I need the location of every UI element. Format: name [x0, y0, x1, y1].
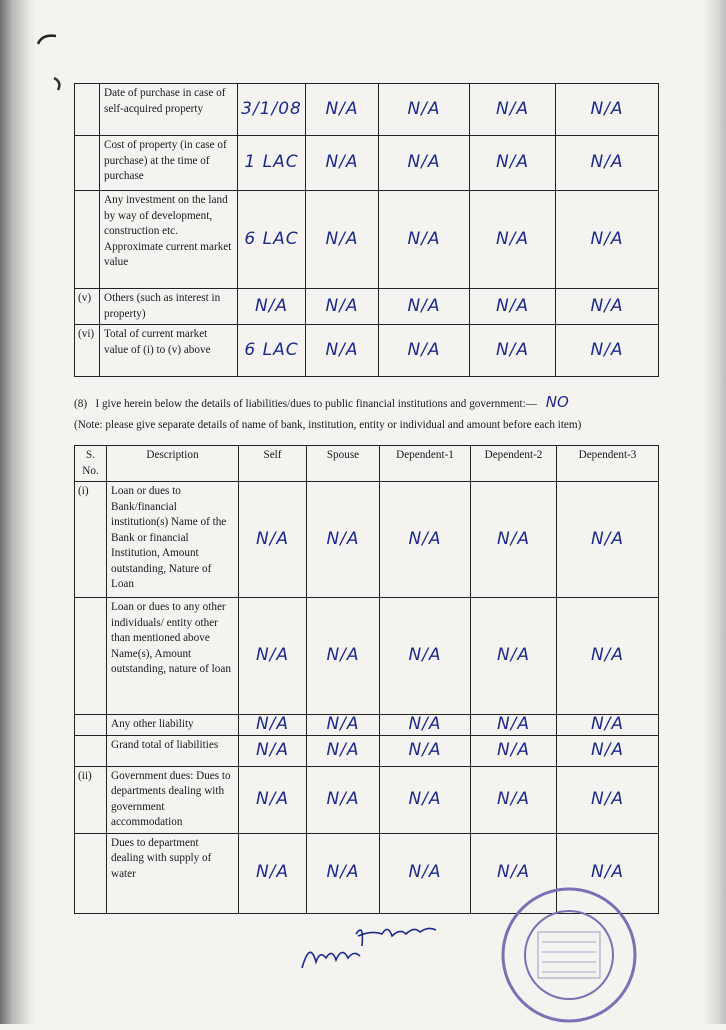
serial-number-cell: (ii): [75, 766, 107, 833]
handwritten-value-cell: N/A: [557, 482, 659, 598]
handwritten-value-cell: N/A: [470, 136, 556, 191]
handwritten-value-cell: N/A: [238, 289, 306, 325]
handwritten-value-cell: N/A: [239, 833, 307, 913]
column-header: S. No.: [75, 446, 107, 482]
handwritten-value-cell: 3/1/08: [238, 84, 306, 136]
description-cell: Date of purchase in case of self-acquired property: [100, 84, 238, 136]
table-row: [75, 482, 659, 598]
description-cell: Any investment on the land by way of development, construction etc. Approximate current market value: [100, 191, 238, 289]
description-cell: Loan or dues to Bank/financial institution(s) Name of the Bank or financial Institution, Amount outstanding, Nature of Loan: [107, 482, 239, 598]
table-row: [75, 715, 659, 736]
notary-seal-icon: [494, 880, 644, 1030]
serial-number-cell: [75, 84, 100, 136]
handwritten-value-cell: N/A: [379, 191, 470, 289]
column-header: Description: [107, 446, 239, 482]
table-row: [75, 191, 659, 289]
handwritten-answer: NO: [545, 393, 569, 411]
handwritten-value-cell: N/A: [239, 715, 307, 736]
handwritten-value-cell: N/A: [306, 84, 379, 136]
handwritten-value-cell: N/A: [471, 715, 557, 736]
column-header: Spouse: [307, 446, 380, 482]
table-row: [75, 766, 659, 833]
handwritten-value-cell: N/A: [471, 482, 557, 598]
serial-number-cell: [75, 735, 107, 766]
handwritten-value-cell: N/A: [379, 325, 470, 377]
page-edge-shadow: [704, 0, 726, 1024]
description-cell: Dues to department dealing with supply of water: [107, 833, 239, 913]
handwritten-value-cell: N/A: [557, 735, 659, 766]
handwritten-value-cell: N/A: [557, 715, 659, 736]
handwritten-value-cell: N/A: [307, 766, 380, 833]
handwritten-value-cell: N/A: [379, 289, 470, 325]
handwritten-value-cell: N/A: [470, 325, 556, 377]
column-header: Dependent-2: [471, 446, 557, 482]
section-text: I give herein below the details of liabilities/dues to public financial institutions and government:—: [95, 398, 537, 410]
serial-number-cell: (v): [75, 289, 100, 325]
table-row: [75, 136, 659, 191]
assets-table-continued: [74, 83, 659, 377]
handwritten-value-cell: N/A: [307, 833, 380, 913]
serial-number-cell: [75, 191, 100, 289]
handwritten-value-cell: N/A: [470, 84, 556, 136]
handwritten-value-cell: N/A: [470, 191, 556, 289]
description-cell: Cost of property (in case of purchase) at the time of purchase: [100, 136, 238, 191]
staple-icon: [36, 30, 58, 50]
serial-number-cell: [75, 598, 107, 715]
handwritten-value-cell: N/A: [556, 136, 659, 191]
description-cell: Total of current market value of (i) to (v) above: [100, 325, 238, 377]
section-8-statement: [74, 393, 569, 411]
handwritten-value-cell: N/A: [380, 766, 471, 833]
handwritten-value-cell: N/A: [307, 735, 380, 766]
handwritten-value-cell: N/A: [307, 598, 380, 715]
handwritten-value-cell: N/A: [556, 191, 659, 289]
handwritten-value-cell: N/A: [306, 289, 379, 325]
handwritten-value-cell: N/A: [306, 191, 379, 289]
table-row: [75, 325, 659, 377]
description-cell: Loan or dues to any other individuals/ entity other than mentioned above Name(s), Amount outstanding, nature of loan: [107, 598, 239, 715]
punch-hole-icon: [50, 76, 64, 92]
serial-number-cell: [75, 136, 100, 191]
table-row: [75, 598, 659, 715]
description-cell: Government dues: Dues to departments dealing with government accommodation: [107, 766, 239, 833]
column-header: Self: [239, 446, 307, 482]
handwritten-value-cell: N/A: [239, 598, 307, 715]
handwritten-value-cell: 6 LAC: [238, 325, 306, 377]
handwritten-value-cell: N/A: [556, 289, 659, 325]
handwritten-value-cell: N/A: [307, 715, 380, 736]
handwritten-value-cell: N/A: [239, 766, 307, 833]
handwritten-value-cell: N/A: [471, 735, 557, 766]
serial-number-cell: [75, 833, 107, 913]
serial-number-cell: [75, 715, 107, 736]
serial-number-cell: (vi): [75, 325, 100, 377]
handwritten-value-cell: N/A: [380, 482, 471, 598]
description-cell: Others (such as interest in property): [100, 289, 238, 325]
handwritten-value-cell: N/A: [307, 482, 380, 598]
handwritten-value-cell: N/A: [470, 289, 556, 325]
handwritten-value-cell: N/A: [557, 766, 659, 833]
book-spine-shadow: [0, 0, 36, 1024]
handwritten-value-cell: N/A: [239, 482, 307, 598]
handwritten-value-cell: N/A: [380, 833, 471, 913]
column-header: Dependent-1: [380, 446, 471, 482]
handwritten-value-cell: N/A: [471, 598, 557, 715]
handwritten-value-cell: N/A: [306, 136, 379, 191]
column-header: Dependent-3: [557, 446, 659, 482]
serial-number-cell: (i): [75, 482, 107, 598]
table-row: [75, 735, 659, 766]
handwritten-value-cell: N/A: [380, 598, 471, 715]
table-header-row: [75, 446, 659, 482]
handwritten-value-cell: 6 LAC: [238, 191, 306, 289]
description-cell: Any other liability: [107, 715, 239, 736]
handwritten-value-cell: N/A: [471, 833, 557, 913]
handwritten-value-cell: N/A: [556, 325, 659, 377]
handwritten-value-cell: N/A: [306, 325, 379, 377]
handwritten-value-cell: N/A: [239, 735, 307, 766]
handwritten-value-cell: N/A: [556, 84, 659, 136]
handwritten-value-cell: 1 LAC: [238, 136, 306, 191]
table-row: [75, 289, 659, 325]
table-row: [75, 84, 659, 136]
handwritten-value-cell: N/A: [379, 84, 470, 136]
handwritten-value-cell: N/A: [557, 598, 659, 715]
handwritten-value-cell: N/A: [380, 715, 471, 736]
section-number: (8): [74, 398, 88, 410]
section-8-note: (Note: please give separate details of name of bank, institution, entity or individual and amount before each item): [74, 419, 582, 431]
handwritten-value-cell: N/A: [380, 735, 471, 766]
handwritten-value-cell: N/A: [471, 766, 557, 833]
liabilities-table: [74, 445, 659, 914]
description-cell: Grand total of liabilities: [107, 735, 239, 766]
handwritten-value-cell: N/A: [379, 136, 470, 191]
handwritten-value-cell: N/A: [557, 833, 659, 913]
signature-icon: [296, 900, 446, 980]
